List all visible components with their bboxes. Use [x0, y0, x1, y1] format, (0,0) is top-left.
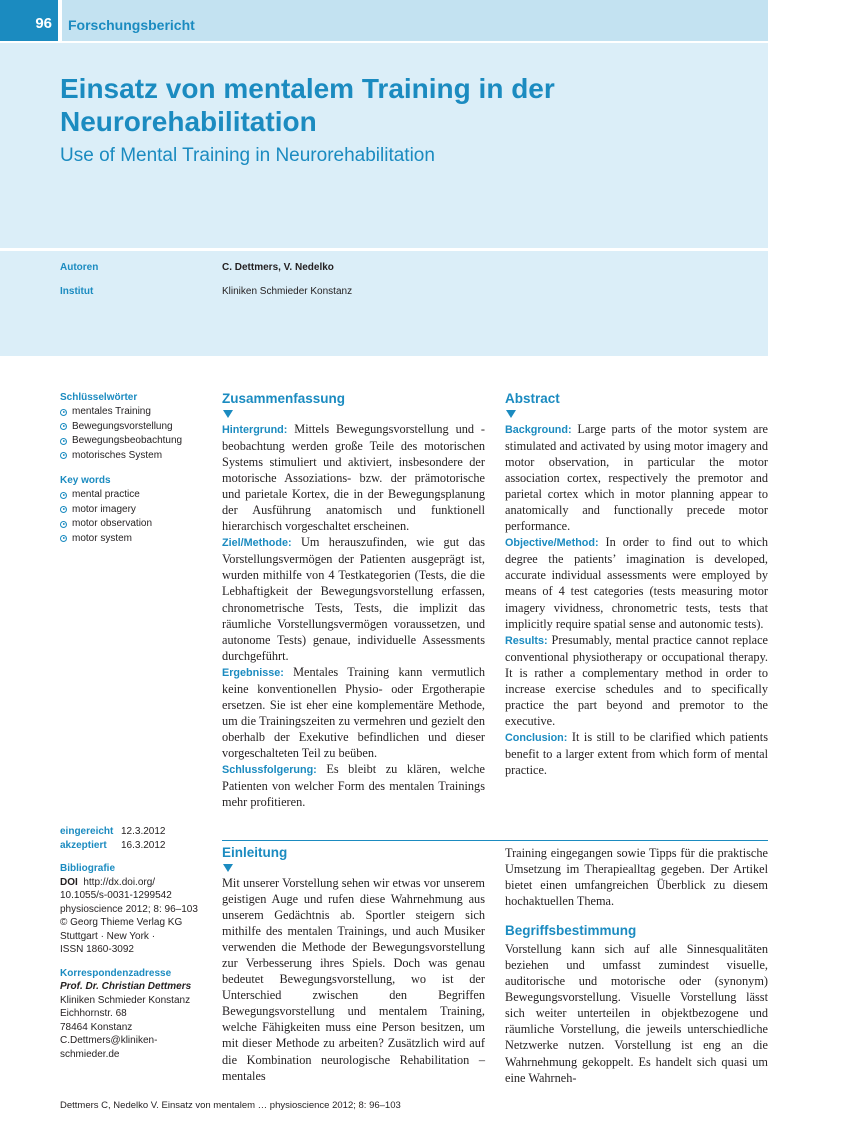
page-number-box: [0, 0, 58, 41]
doi-line: DOI http://dx.doi.org/: [60, 876, 156, 888]
keyword-item: motor observation: [60, 517, 210, 532]
paragraph: Objective/Method: In order to find out to which degree the patients’ imagination is developed, accurate individual assessments were employed by means of 4 test categories (tests measuring motor imagery vividness, chronometric tests, tests that implicitly require spatial sense and autonomic tests).: [505, 535, 768, 631]
address-line: Kliniken Schmieder Konstanz: [60, 994, 191, 1006]
paragraph: Ergebnisse: Mentales Training kann vermutlich keine konventionellen Physio- oder Ergotherapie ersetzen. Sie ist eher eine komplementäre Methode, um die Trainingszeiten zu vermehren und gezielt den oberhalb der Exekutive befindlichen und dieser vorgeschalteten Teil zu beüben.: [222, 664, 485, 760]
keyword-item: Bewegungsbeobachtung: [60, 434, 210, 449]
right-body-column: [505, 845, 768, 1086]
keywords-block: [60, 392, 210, 558]
bullet-icon: [60, 423, 67, 430]
bullet-icon: [60, 438, 67, 445]
keyword-item: motor system: [60, 532, 210, 547]
citation-line: Stuttgart · New York ·: [60, 930, 156, 942]
paragraph: Results: Presumably, mental practice cannot replace conventional physiotherapy or occupational therapy. It is rather a complementary method in order to increase exercise schedules and to specifically practice the part beyond and premotor to the executive.: [505, 632, 768, 728]
triangle-down-icon: [223, 864, 233, 872]
header-band: [62, 0, 768, 41]
page-number: 96: [35, 15, 52, 32]
paragraph: Mit unserer Vorstellung sehen wir etwas vor unserem geistigen Auge und rufen diese Wahrnehmung aus unserem Gedächtnis ab. Sportler steigern sich mithilfe des mentalen Trainings, und auch Musiker verwenden die Methode der Bewegungsvorstellung zur Verbesserung ihres Spiels. Doch was genau bedeutet Bewegungsvorstellung, wo ist der Unterschied zwischen den Begriffen Bewegungsvorstellung und mentalem Training, welche Fähigkeiten muss eine Person besitzen, um mit dieser Methode zu arbeiten? Zusätzlich wird auf die Kombination neurologische Rehabilitation – mentales: [222, 876, 485, 1083]
article-title-english: Use of Mental Training in Neurorehabilitation: [60, 145, 435, 166]
paragraph: Training eingegangen sowie Tipps für die praktische Umsetzung im Therapiealltag gegeben. Der Artikel bietet einen umfangreichen Überblick zu diesem hochaktuellen Thema.: [505, 846, 768, 909]
keywords-en-list: [60, 488, 210, 546]
keywords-de-heading: Schlüsselwörter: [60, 392, 138, 403]
section-label: Forschungsbericht: [68, 17, 195, 33]
bibliografie-heading: Bibliografie: [60, 863, 116, 874]
korrespondenz-heading: Korrespondenzadresse: [60, 967, 172, 979]
zusammenfassung-column: [222, 391, 485, 810]
bibliography-block: [60, 825, 210, 1061]
abstract-heading: Abstract: [505, 391, 560, 406]
authors-label: Autoren: [60, 262, 99, 273]
authors: C. Dettmers, V. Nedelko: [222, 262, 334, 273]
page-footer: Dettmers C, Nedelko V. Einsatz von mentalem … physioscience 2012; 8: 96–103: [60, 1100, 401, 1111]
bullet-icon: [60, 506, 67, 513]
zusammenfassung-heading: Zusammenfassung: [222, 391, 346, 406]
accepted-date: akzeptiert 16.3.2012: [60, 839, 166, 851]
paragraph: Ziel/Methode: Um herauszufinden, wie gut das Vorstellungsvermögen der Patienten ausgeprägt ist, wurden mithilfe von 4 Testkategorien (Tests, die die Lebhaftigkeit der Bewegungsvorstellung erfassen, chronometrische Tests, Tests, die implizit das räumliche Vorstellungsvermögen voraussetzen, und autonome Tests) genaue, individuelle Assessments durchgeführt.: [222, 535, 486, 663]
paragraph: Conclusion: It is still to be clarified which patients benefit to a larger extent from which form of mental practice.: [505, 729, 768, 777]
keyword-item: mental practice: [60, 488, 210, 503]
keywords-de-list: [60, 405, 210, 463]
address-line: Eichhornstr. 68: [60, 1008, 127, 1019]
keywords-en-heading: Key words: [60, 475, 111, 486]
bullet-icon: [60, 452, 67, 459]
submitted-date: eingereicht 12.3.2012: [60, 826, 166, 837]
bullet-icon: [60, 535, 67, 542]
einleitung-column: [222, 845, 485, 1084]
keyword-item: Bewegungsvorstellung: [60, 420, 210, 435]
citation-line: © Georg Thieme Verlag KG: [60, 917, 183, 928]
paragraph: Vorstellung kann sich auf alle Sinnesqualitäten beziehen und umfasst zumindest visuelle, auditorische und motorische oder (synonym) Bewegungsvorstellung. Visuelle Vorstellung lässt sich weiter unterteilen in objektbezogene und räumliche Vorstellung, die jeweils unterschiedliche Netzwerke nutzen. Vorstellung ist eng an die Wahrnehmung gekoppelt. Es handelt sich quasi um eine Wahrneh-: [505, 942, 768, 1085]
doi-line: 10.1055/s-0031-1299542: [60, 890, 172, 901]
bullet-icon: [60, 492, 67, 499]
authors-band: [0, 251, 768, 356]
triangle-down-icon: [223, 410, 233, 418]
bullet-icon: [60, 521, 67, 528]
bullet-icon: [60, 409, 67, 416]
paragraph: Background: Large parts of the motor system are stimulated and activated by using motor imagery and motor observation, in particular the motor association cortex, respectively the premotor and parietal cortex which in motor planning appear to anatomically and functionally precede motor performance.: [505, 422, 768, 534]
citation-line: ISSN 1860-3092: [60, 944, 134, 955]
begriffsbestimmung-heading: Begriffsbestimmung: [505, 923, 637, 939]
keyword-item: motorisches System: [60, 449, 210, 464]
correspondence-name: Prof. Dr. Christian Dettmers: [60, 981, 192, 992]
paragraph: Schlussfolgerung: Es bleibt zu klären, welche Patienten von welcher Form des mentalen Trainings mehr profitieren.: [222, 761, 486, 810]
institute: Kliniken Schmieder Konstanz: [222, 286, 353, 297]
einleitung-heading: Einleitung: [222, 845, 288, 860]
institute-label: Institut: [60, 286, 94, 297]
paragraph: Hintergrund: Mittels Bewegungsvorstellung und -beobachtung werden große Teile des motorischen Systems stimuliert und aktiviert, insbesondere der motorische Assoziations- bzw. der prämotorische und parietale Kortex, die in der Bewegungsplanung der Ausführung anatomisch und funktionell hierarchisch vorgeschaltet erscheinen.: [222, 422, 485, 534]
abstract-column: [505, 391, 768, 778]
email-line: schmieder.de: [60, 1048, 120, 1060]
keyword-item: motor imagery: [60, 503, 210, 518]
section-divider: [222, 840, 768, 841]
citation-line: physioscience 2012; 8: 96–103: [60, 903, 198, 915]
email-line: C.Dettmers@kliniken-: [60, 1035, 158, 1046]
triangle-down-icon: [506, 410, 516, 418]
keyword-item: mentales Training: [60, 405, 210, 420]
article-title-german: Einsatz von mentalem Training in der Neurorehabilitation: [60, 73, 555, 137]
address-line: 78464 Konstanz: [60, 1021, 133, 1033]
